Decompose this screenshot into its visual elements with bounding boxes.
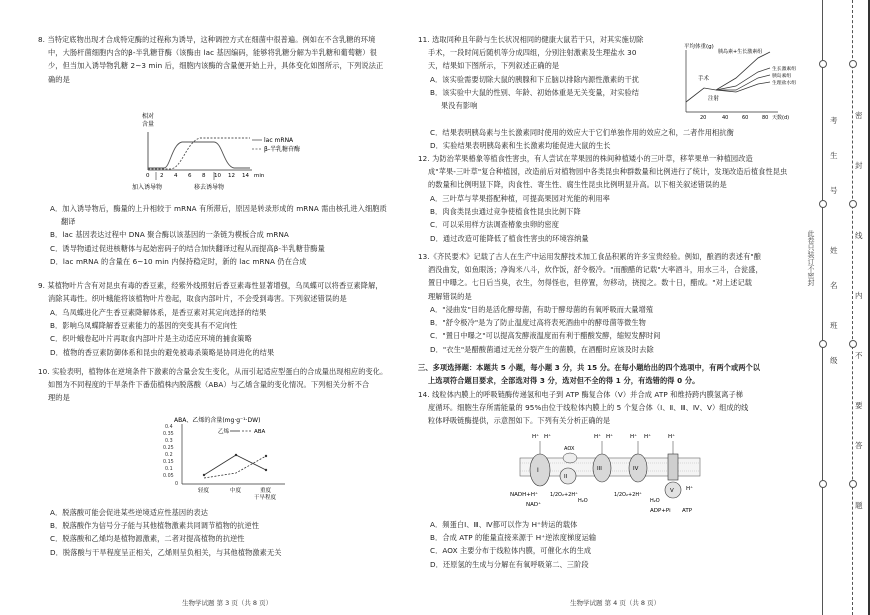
q14-option-b: B．合成 ATP 的能量直接来源于 H⁺逆浓度梯度运输 [430,533,597,543]
q9-option-b: B．影响乌凤蝶降解香豆素能力的基因的突变具有不定向性 [50,321,238,331]
hplus-label: H⁺ [544,434,552,440]
q10-ytick: 0.1 [165,467,173,472]
q10-legend-aba: ABA [254,429,266,435]
q8-tick: 14 [242,173,249,179]
q11-ann: 胰岛素组 [772,74,792,79]
binding-hole [849,200,857,208]
section-3-line: 三、多项选择题：本题共 5 小题，每小题 3 分，共 15 分。在每小题给出的四个选项中，有两个或两个以 [418,363,761,372]
o2-label: 1/2O₂+2H⁺ [614,492,642,498]
complex-v-stalk [668,454,678,480]
q8-tick: 0 [146,173,150,179]
q10-xcat: 重度 [260,488,272,494]
field-char: 名 [830,281,838,290]
q14-line: 粒体呼吸链酶提供，示意图如下。下列有关分析正确的是 [428,416,611,426]
q10-ytick: 0.4 [165,425,173,430]
atp-label: ATP [682,508,693,514]
seal-char: 不 [855,351,863,360]
q11-line-insulin [716,75,770,90]
binding-line [822,0,823,615]
q10-line: 10. 实验表明，植物体在逆境条件下激素的含量会发生变化，从而引起适应型蛋白的合成量出现相应的变化。 [38,367,388,376]
q11-chart [678,40,796,126]
q11-option-c: C．结果表明胰岛素与生长激素同时使用的效应大于它们单独作用的效应之和，二者作用相抗衡 [430,128,734,137]
q10-ytick: 0.05 [163,474,174,479]
q10-xcat: 轻度 [198,488,210,494]
q11-option-b-cont: 果没有影响 [441,101,478,111]
o2-label: 1/2O₂+2H⁺ [550,492,578,498]
q12-option-d: D．通过改造可能降低了植食性害虫的环境容纳量 [430,233,589,243]
complex-i [530,454,550,486]
q8-legend-mrna: lac mRNA [264,137,294,144]
seal-char: 题 [855,501,863,510]
q13-option-d: D．"衣生"是醋酸菌通过无丝分裂产生的菌膜，在酒醋时应该及时去除 [430,344,654,354]
question-12 [418,152,800,192]
complex-ii [560,468,576,484]
q8-mrna-curve [148,142,250,168]
q11-ann: 生长激素组 [772,67,796,72]
binding-hole [819,60,827,68]
q13-line: 理解错误的是 [428,291,472,301]
question-11 [418,33,683,73]
q14-line: 度循环。细胞生存所需能量的 95%由位于线粒体内膜上的 5 个复合体（Ⅰ、Ⅱ、Ⅲ、Ⅳ、Ⅴ）组成的线 [428,403,749,413]
binding-hole [819,340,827,348]
q10-xcat: 中度 [230,488,242,494]
q8-option-a-cont: 翻译 [61,217,76,227]
complex-label: II [564,474,568,480]
q11-xlabel: 天数(d) [772,115,790,121]
hplus-label: H⁺ [686,486,694,492]
q8-tick: 12 [228,173,235,179]
q10-ytick: 0.2 [165,453,173,458]
q8-chart [110,102,310,194]
seal-char: 答 [855,441,863,450]
q8-tick: 2 [160,173,164,179]
q8-annotation: 移去诱导物 [194,184,225,191]
complex-label: IV [633,466,639,472]
question-10 [38,365,408,405]
q11-option-d: D．实验结果表明胰岛素和生长激素均能促进大鼠的生长 [430,141,611,151]
q10-ytick: 0.3 [165,439,173,444]
binding-strip [800,0,870,615]
q9-option-a: A．乌凤蝶进化产生香豆素降解体系，是香豆素对其定向选择的结果 [50,308,267,317]
section-3-header [418,361,800,387]
q10-option-c: C．脱落酸和乙烯均是植物源激素，二者对提高植物的抗逆性 [50,534,245,544]
q8-option-d: D．lac mRNA 的含量在 6~10 min 内保持稳定时，新的 lac mRNA 仍在合成 [50,256,307,266]
q10-option-d: D．脱落酸与干旱程度呈正相关，乙烯则呈负相关，与其他植物激素无关 [50,547,282,557]
q14-line: 14. 线粒体内膜上的呼吸链酶传递氢和电子到 ATP 酶复合体（V）并合成 ATP 和维持跨内膜氢离子梯 [418,390,744,399]
field-char: 级 [830,356,838,365]
q11-line: 11. 选取同种且年龄与生长状况相同的健康大鼠若干只，对其实施切除 [418,35,644,44]
q10-ethylene-line [204,455,266,475]
nadh-label: NADH+H⁺ [510,492,538,498]
q11-xtick: 20 [700,115,707,121]
hplus-label: H⁺ [668,434,676,440]
hplus-label: H⁺ [594,434,602,440]
q8-annotation: 加入诱导物 [132,184,163,191]
q10-ytick: 0.15 [163,460,174,465]
aox-label: AOX [564,446,575,452]
q8-options [50,202,410,268]
q10-ytick: 0 [175,482,179,487]
binding-hole [849,340,857,348]
q14-options [430,518,800,571]
q9-options [50,306,410,359]
q12-option-b: B．肉食类昆虫通过竞争使植食性昆虫比例下降 [430,207,581,217]
q10-aba-line [204,456,266,478]
q8-line: 确的是 [48,74,70,84]
seal-char: 密 [855,111,863,120]
binding-hole [849,60,857,68]
q8-tick: 8 [202,173,206,179]
question-14 [418,388,800,428]
aox-protein [563,453,577,463]
q10-chart-title: ABA、乙烯的含量(mg·g⁻¹·DW) [174,417,261,424]
seal-char: 内 [855,291,863,300]
hplus-label: H⁺ [532,434,540,440]
field-char: 生 [830,151,838,160]
q14-option-c: C．AOX 主要分布于线粒体内膜，可催化水的生成 [430,546,592,556]
seal-char: 封 [855,161,863,170]
complex-iii [593,454,611,482]
q14-option-d: D．还原氢的生成与分解在有氧呼吸第二、三阶段 [430,559,589,569]
q10-options [50,506,410,559]
q10-legend-ethylene: 乙烯 [218,429,230,435]
q10-point [265,455,267,457]
q8-option-b: B．lac 基因表达过程中 DNA 聚合酶以该基因的一条链为模板合成 mRNA [50,230,289,240]
h2o-label: H₂O [650,498,660,504]
q8-legend-enzyme: β-半乳糖苷酶 [264,146,300,153]
field-char: 班 [830,321,838,330]
binding-hole [819,200,827,208]
left-page [0,0,408,615]
q8-unit: min [254,173,265,179]
q8-option-c: C．诱导物通过促进核糖体与起始密码子的结合加快翻译过程从而提高β-半乳糖苷酶量 [50,243,325,253]
hplus-label: H⁺ [630,434,638,440]
seal-char: 线 [855,231,863,240]
q12-line: 的数量和比例明显下降，肉食性、寄生性、腐生性昆虫比例明显升高。以下相关叙述错误的是 [428,180,727,190]
binding-hole [819,480,827,488]
q12-options [430,192,800,245]
q11-ylabel: 平均体重(g) [684,44,714,50]
q8-line: 少，但当加入诱导物乳糖 2~3 min 后，细胞内该酶的含量便开始上升，具体变化如图所示，下列说法正 [48,61,384,71]
q10-point [203,474,205,476]
q11-options-cd [430,126,800,152]
q10-line: 如图为不同程度的干旱条件下番茄植株内脱落酸（ABA）与乙烯含量的变化情况。下列相关分析不合 [48,380,370,390]
complex-label: V [670,488,674,494]
seal-line [852,0,853,615]
page-footer-left: 生物学试题 第 3 页（共 8 页） [182,599,273,607]
page-footer-right: 生物学试题 第 4 页（共 8 页） [570,599,661,607]
q11-option-a: A．该实验需要切除大鼠的胰腺和下丘脑以排除内源性激素的干扰 [430,75,640,84]
q12-option-c: C．可以采用样方法调查椿象虫卵的密度 [430,220,560,230]
q12-line: 成"苹果-三叶草"复合种植园，改造前后对植物园中各类昆虫种群数量和比例进行了统计，发现改造后植食性昆虫 [428,167,788,177]
q9-line: 9. 某植物叶片含有对昆虫有毒的香豆素，经紫外线照射后香豆素毒性显著增强，乌凤蝶可以将香豆素降解， [38,281,383,290]
q11-option-b: B．该实验中大鼠的性别、年龄、初始体重是无关变量，对实验结 [430,88,640,98]
q12-option-a: A．三叶草与苹果搭配种植，可提高果园对光能的利用率 [430,194,610,203]
outer-binding-label: 此卷只装订不密封 [807,230,815,286]
q14-option-a: A．频蛋白Ⅰ、Ⅲ、Ⅳ都可以作为 H⁺转运的载体 [430,520,578,529]
question-9 [38,279,408,305]
q11-ann: 胰岛素+生长激素组 [718,49,763,55]
section-3-line: 上选项符合题目要求，全部选对得 3 分，选对但不全的得 1 分，有选错的得 0 分。 [428,376,700,386]
seal-char: 要 [855,401,863,410]
question-13 [418,250,800,303]
q11-line: 手术，一段时间后随机等分成四组，分别注射激素及生理盐水 30 [428,48,637,58]
complex-label: I [537,467,539,474]
binding-hole [849,480,857,488]
q13-options [430,303,800,356]
field-char: 号 [830,186,838,195]
hplus-label: H⁺ [644,434,652,440]
q10-option-b: B．脱落酸作为信号分子能与其他植物激素共同调节植物的抗逆性 [50,521,260,531]
q10-xaxis-label: 干旱程度 [254,495,277,500]
q11-xtick: 40 [722,115,729,121]
field-char: 考 [830,116,838,125]
q13-line: 酒没曲发，如鱼眼汤；净淘米八斗，炊作饭，舒令极冷。"而酿醋的记载"大率酒斗，用水三斗，合瓮盛， [428,265,763,275]
q11-ann: 生理盐水组 [772,81,796,86]
right-page [410,0,800,615]
q8-tick: 10 [214,173,221,179]
q8-option-a: A．加入诱导物后，酶量的上升相较于 mRNA 有所滞后，原因是转录形成的 mRNA 需由核孔进入细胞质 [50,204,387,213]
q13-option-b: B．"舒令极冷"是为了防止温度过高将表死酒曲中的酵母菌等微生物 [430,318,646,328]
q14-diagram [510,428,710,514]
q13-line: 13.《齐民要术》记载了古人在生产中运用发酵技术加工食品积累的许多宝贵经验。例如，酿酒的表述有"酿 [418,252,762,261]
q11-xtick: 80 [762,115,769,121]
q8-line: 8. 当特定底物出现才合成特定酶的过程称为诱导，这种调控方式在细菌中很普遍。例如在不含乳糖的环境 [38,35,376,44]
q9-line: 消除其毒性。织叶蛾能将该植物叶片卷起，取食内部叶片，不会受到毒害。下列叙述错误的是 [48,294,347,304]
hplus-label: H⁺ [606,434,614,440]
q13-option-c: C．"置日中曝之"可以提高发酵液温度而有利于醋酸发酵，缩短发酵时间 [430,331,661,341]
q10-point [235,454,237,456]
q11-ann-inject: 注射 [708,96,720,102]
q9-option-c: C．织叶蛾卷起叶片再取食内部叶片是主动适应环境的捕食策略 [50,334,252,344]
q8-tick: 6 [188,173,192,179]
q8-ylabel: 相对 [142,113,155,120]
complex-label: III [597,466,602,472]
q11-line-saline [716,82,770,92]
question-8 [38,33,408,86]
q8-tick: 4 [174,173,178,179]
q12-line: 12. 为防治苹果椿象等植食性害虫，有人尝试在苹果园的株间种植矮小的三叶草，移苹果单一种植园改造 [418,154,753,163]
q10-ytick: 0.35 [163,432,174,437]
q13-line: 置日中曝之。七日后当臭，衣生，勿得怪也，但停置，勿移动，挠搅之。数十日，醋成。"对上述记载 [428,278,753,288]
q10-line: 理的是 [48,393,70,403]
q8-ylabel: 含量 [142,121,155,128]
q9-option-d: D．植物的香豆素防御体系和昆虫的避免被毒杀策略是协同进化的结果 [50,347,275,357]
q11-options-ab [430,73,685,113]
q11-ann-surgery: 手术 [698,76,710,82]
q13-option-a: A．"浸曲发"目的是活化酵母菌，有助于酵母菌的有氧呼吸而大量增殖 [430,305,654,314]
q10-option-a: A．脱落酸可能会促进某些逆境适应性基因的表达 [50,508,209,517]
q11-line: 天，结果如下图所示，下列叙述正确的是 [428,61,560,71]
nad-label: NAD⁺ [526,502,542,508]
q8-enzyme-curve [148,138,250,169]
q11-xtick: 60 [742,115,749,121]
q10-chart [160,414,310,500]
adp-label: ADP+Pi [650,508,671,514]
q10-ytick: 0.25 [163,446,174,451]
q8-line: 中，大肠杆菌细胞内含的β-半乳糖苷酶（该酶由 lac 基因编码，能够将乳糖分解为半乳糖和葡萄糖）很 [48,48,377,58]
h2o-label: H₂O [578,498,588,504]
field-char: 姓 [830,246,838,255]
q10-point [265,469,267,471]
